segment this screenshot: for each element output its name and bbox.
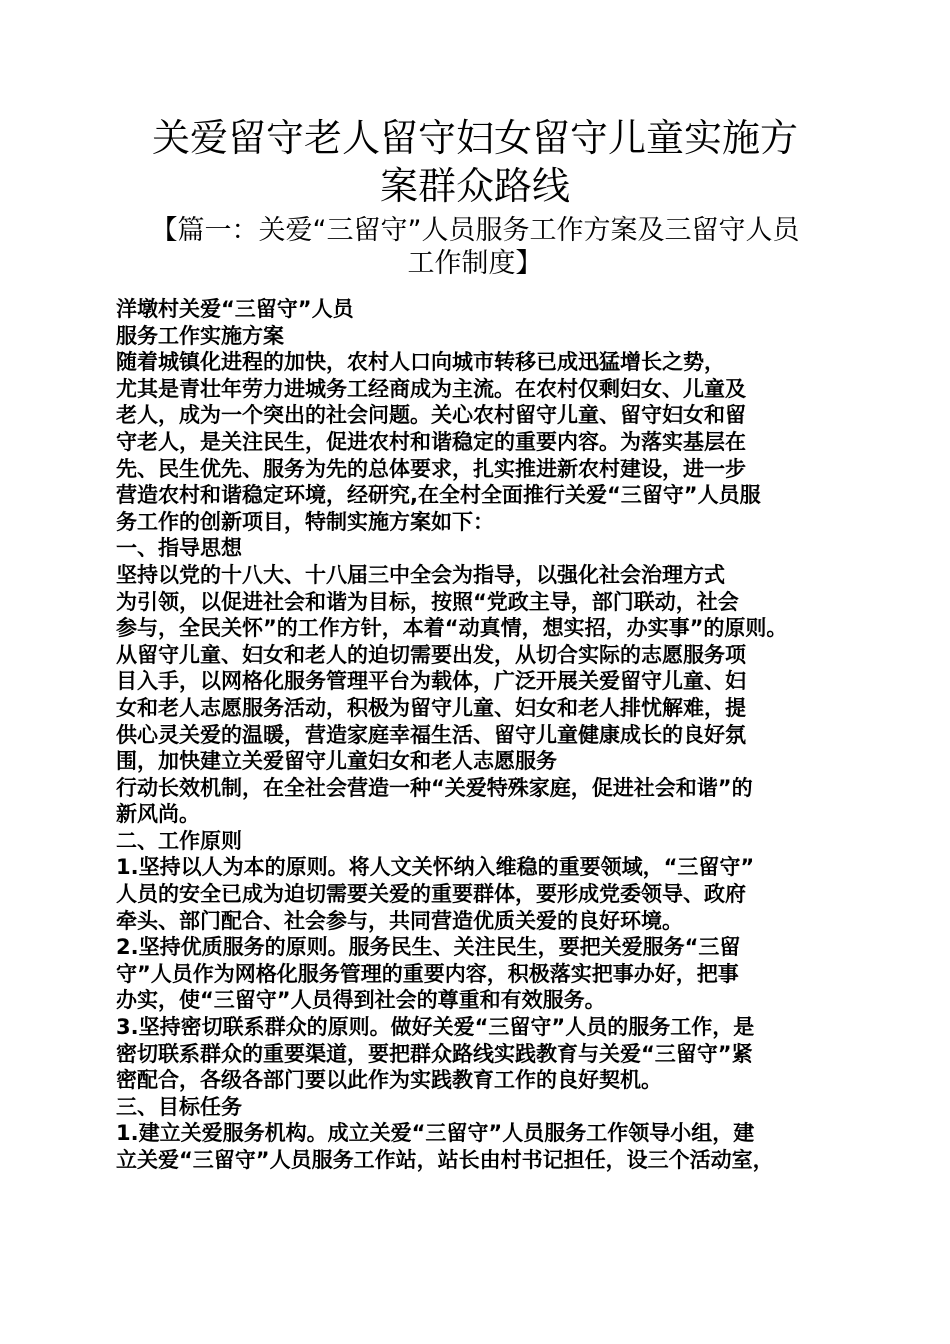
body-text-line: 参与，全民关怀”的工作方针，本着“动真情，想实招，办实事”的原则。 xyxy=(116,616,788,641)
body-text-line: 从留守儿童、妇女和老人的迫切需要出发，从切合实际的志愿服务项 xyxy=(116,642,746,667)
body-text-line: 服务工作实施方案 xyxy=(116,323,284,348)
body-text-line: 女和老人志愿服务活动，积极为留守儿童、妇女和老人排忧解难，提 xyxy=(116,695,746,720)
body-text-line: 守”人员作为网格化服务管理的重要内容，积极落实把事办好，把事 xyxy=(116,961,739,986)
body-text-line: 办实，使“三留守”人员得到社会的尊重和有效服务。 xyxy=(116,988,606,1013)
document-title-line: 案群众路线 xyxy=(379,164,570,208)
body-text-line: 洋墩村关爱“三留守”人员 xyxy=(116,297,354,321)
body-text-line: 三、目标任务 xyxy=(116,1094,242,1119)
body-text-line: 人员的安全已成为迫切需要关爱的重要群体，要形成党委领导、政府 xyxy=(116,882,746,907)
body-text-line: 一、指导思想 xyxy=(116,536,242,561)
body-text-line: 3.坚持密切联系群众的原则。做好关爱“三留守”人员的服务工作，是 xyxy=(116,1015,755,1040)
body-text-line: 密配合，各级各部门要以此作为实践教育工作的良好契机。 xyxy=(116,1068,662,1093)
body-text-line: 守老人，是关注民生，促进农村和谐稳定的重要内容。为落实基层在 xyxy=(116,429,746,454)
body-text-line: 1.建立关爱服务机构。成立关爱“三留守”人员服务工作领导小组，建 xyxy=(116,1121,755,1146)
document-subtitle xyxy=(100,214,850,280)
body-text-line: 密切联系群众的重要渠道，要把群众路线实践教育与关爱“三留守”紧 xyxy=(116,1041,753,1066)
body-text-line: 牵头、部门配合、社会参与，共同营造优质关爱的良好环境。 xyxy=(116,908,683,933)
body-text-line: 为引领，以促进社会和谐为目标，按照“党政主导，部门联动，社会 xyxy=(116,589,739,614)
document-subtitle-line: 工作制度】 xyxy=(407,248,543,279)
body-text-line: 目入手，以网格化服务管理平台为载体，广泛开展关爱留守儿童、妇 xyxy=(116,669,746,694)
body-text-line: 先、民生优先、服务为先的总体要求，扎实推进新农村建设，进一步 xyxy=(116,456,746,481)
document-body xyxy=(116,296,840,1174)
document-subtitle-line: 【篇一：关爱“三留守”人员服务工作方案及三留守人员 xyxy=(150,215,800,246)
body-text-line: 1.坚持以人为本的原则。将人文关怀纳入维稳的重要领域，“三留守” xyxy=(116,855,755,880)
body-text-line: 务工作的创新项目，特制实施方案如下： xyxy=(116,509,494,534)
body-text-line: 新风尚。 xyxy=(116,802,200,827)
body-text-line: 老人，成为一个突出的社会问题。关心农村留守儿童、留守妇女和留 xyxy=(116,403,746,428)
body-text-line: 二、工作原则 xyxy=(116,828,242,853)
body-text-line: 围，加快建立关爱留守儿童妇女和老人志愿服务 xyxy=(116,749,557,774)
body-text-line: 2.坚持优质服务的原则。服务民生、关注民生，要把关爱服务“三留 xyxy=(116,935,741,960)
body-text-line: 随着城镇化进程的加快，农村人口向城市转移已成迅猛增长之势， xyxy=(116,350,725,375)
body-text-line: 行动长效机制，在全社会营造一种“关爱特殊家庭，促进社会和谐”的 xyxy=(116,775,753,800)
title-block xyxy=(100,114,850,280)
document-title xyxy=(100,114,850,210)
body-text-line: 尤其是青壮年劳力进城务工经商成为主流。在农村仅剩妇女、儿童及 xyxy=(116,376,746,401)
document-title-line: 关爱留守老人留守妇女留守儿童实施方 xyxy=(151,116,798,160)
body-text-line: 营造农村和谐稳定环境，经研究,在全村全面推行关爱“三留守”人员服 xyxy=(116,483,761,508)
body-text-line: 立关爱“三留守”人员服务工作站，站长由村书记担任，设三个活动室， xyxy=(116,1148,774,1172)
body-text-line: 供心灵关爱的温暖，营造家庭幸福生活、留守儿童健康成长的良好氛 xyxy=(116,722,746,747)
body-text-line: 坚持以党的十八大、十八届三中全会为指导，以强化社会治理方式 xyxy=(116,562,725,587)
